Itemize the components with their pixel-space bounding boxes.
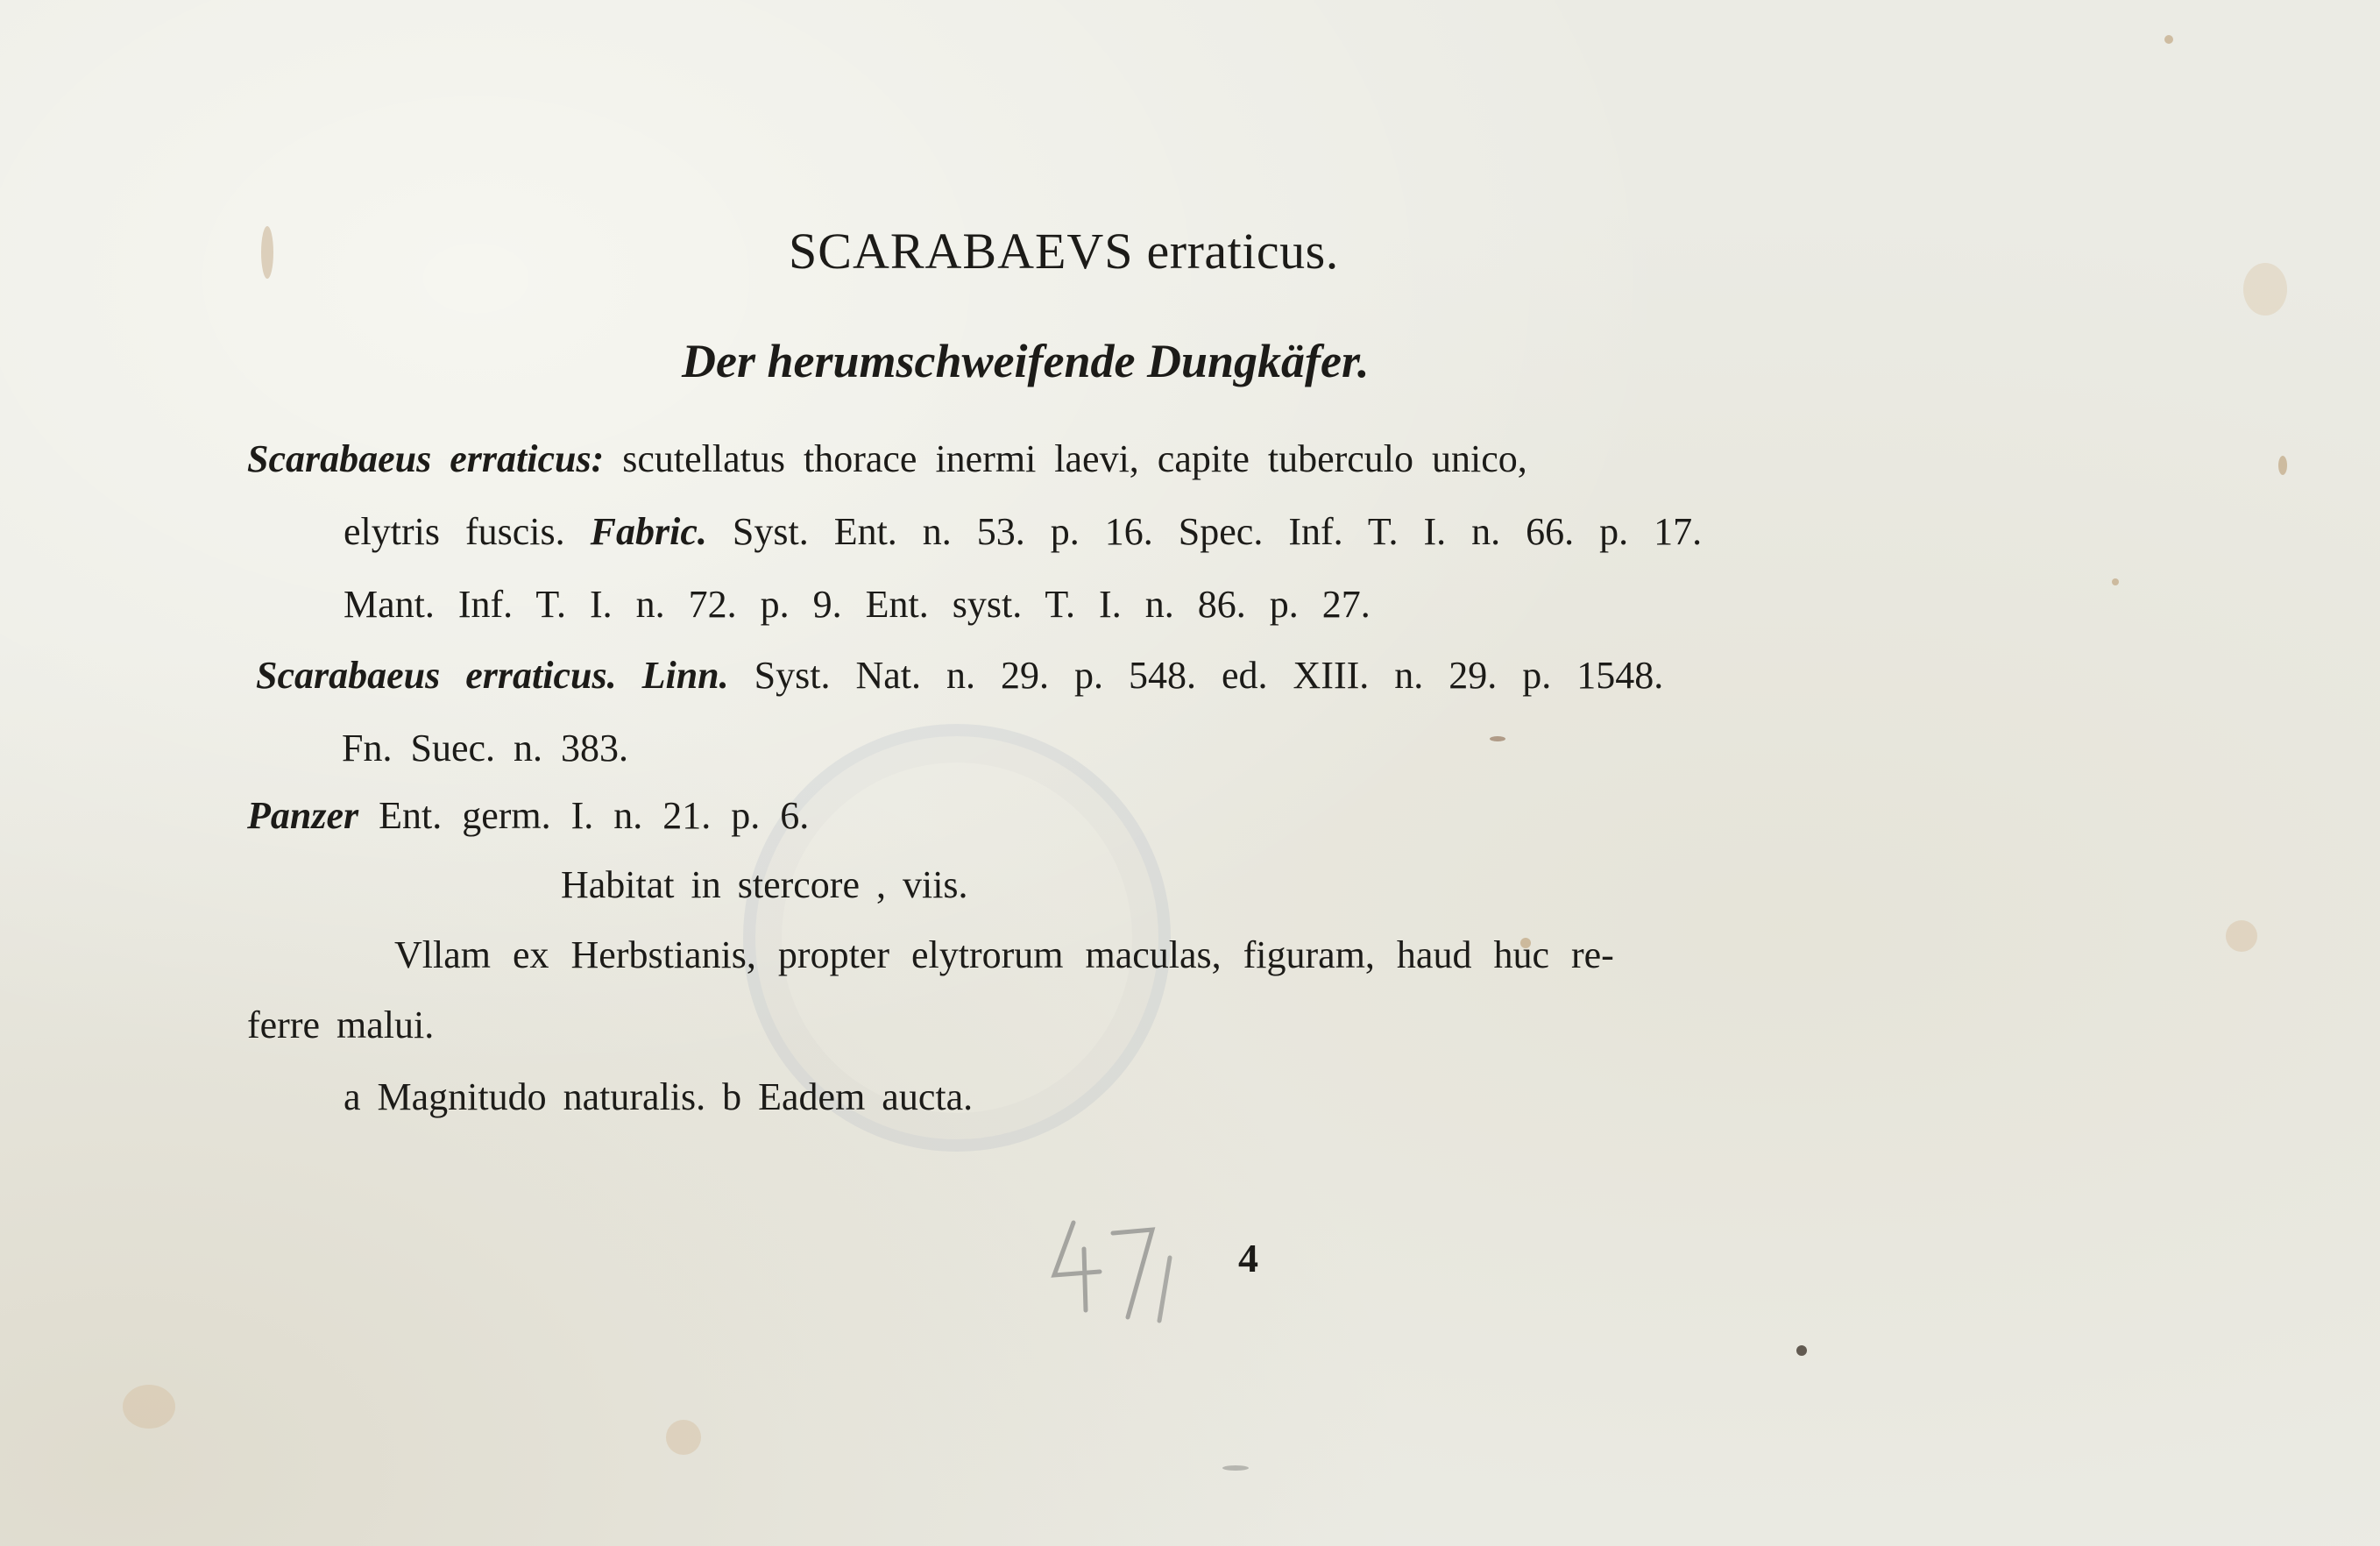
- author-name: Linn.: [641, 654, 729, 697]
- paper-fleck: [261, 226, 273, 279]
- paper-fleck: [1490, 736, 1505, 741]
- text-line: [561, 863, 968, 906]
- text-line: [247, 1003, 435, 1046]
- page-subtitle: Der herumschweifende Dungkäfer.: [682, 335, 1370, 387]
- paper-fleck: [1222, 1465, 1249, 1471]
- line-text: scutellatus thorace inermi laevi, capite tuberculo unico,: [622, 437, 1527, 480]
- line-text: ferre malui.: [247, 1003, 435, 1046]
- species-name: Scarabaeus erraticus.: [256, 654, 617, 697]
- paper-fleck: [2278, 456, 2287, 475]
- page-title: [789, 223, 1339, 280]
- text-line: [344, 1075, 974, 1118]
- paper-fleck: [2226, 920, 2257, 952]
- paper-fleck: [123, 1385, 175, 1429]
- text-line: [247, 437, 1527, 480]
- author-name: Fabric.: [590, 510, 707, 553]
- author-name: Panzer: [247, 794, 359, 837]
- text-line: [256, 656, 1663, 695]
- paper-fleck: [2243, 263, 2287, 316]
- line-text: Syst. Nat. n. 29. p. 548. ed. XIII. n. 29. p. 1548.: [754, 654, 1664, 697]
- page-number: 4: [1238, 1236, 1258, 1280]
- paper-fleck: [2112, 578, 2119, 585]
- paper-fleck: [1796, 1345, 1807, 1356]
- title-genus: SCARABAEVS: [789, 223, 1134, 280]
- line-text: elytris fuscis.: [344, 510, 565, 553]
- paper-fleck: [666, 1420, 701, 1455]
- title-species: erraticus.: [1146, 223, 1339, 280]
- species-name: Scarabaeus erraticus:: [247, 437, 605, 480]
- text-line: [342, 729, 628, 768]
- pencil-annotation: [1047, 1214, 1196, 1328]
- text-line: [344, 585, 1371, 624]
- line-text: Habitat in stercore , viis.: [561, 863, 968, 906]
- line-text: a Magnitudo naturalis. b Eadem aucta.: [344, 1075, 974, 1118]
- line-text: Ent. germ. I. n. 21. p. 6.: [379, 794, 810, 837]
- text-line: [247, 794, 810, 837]
- line-text: Fn. Suec. n. 383.: [342, 727, 628, 769]
- text-line: [344, 510, 1703, 553]
- line-text: Mant. Inf. T. I. n. 72. p. 9. Ent. syst. T. I. n. 86. p. 27.: [344, 583, 1371, 626]
- line-text: Vllam ex Herbstianis, propter elytrorum maculas, figuram, haud huc re-: [394, 933, 1614, 976]
- text-line: [394, 933, 1614, 976]
- line-text: Syst. Ent. n. 53. p. 16. Spec. Inf. T. I. n. 66. p. 17.: [732, 510, 1703, 553]
- paper-fleck: [2164, 35, 2173, 44]
